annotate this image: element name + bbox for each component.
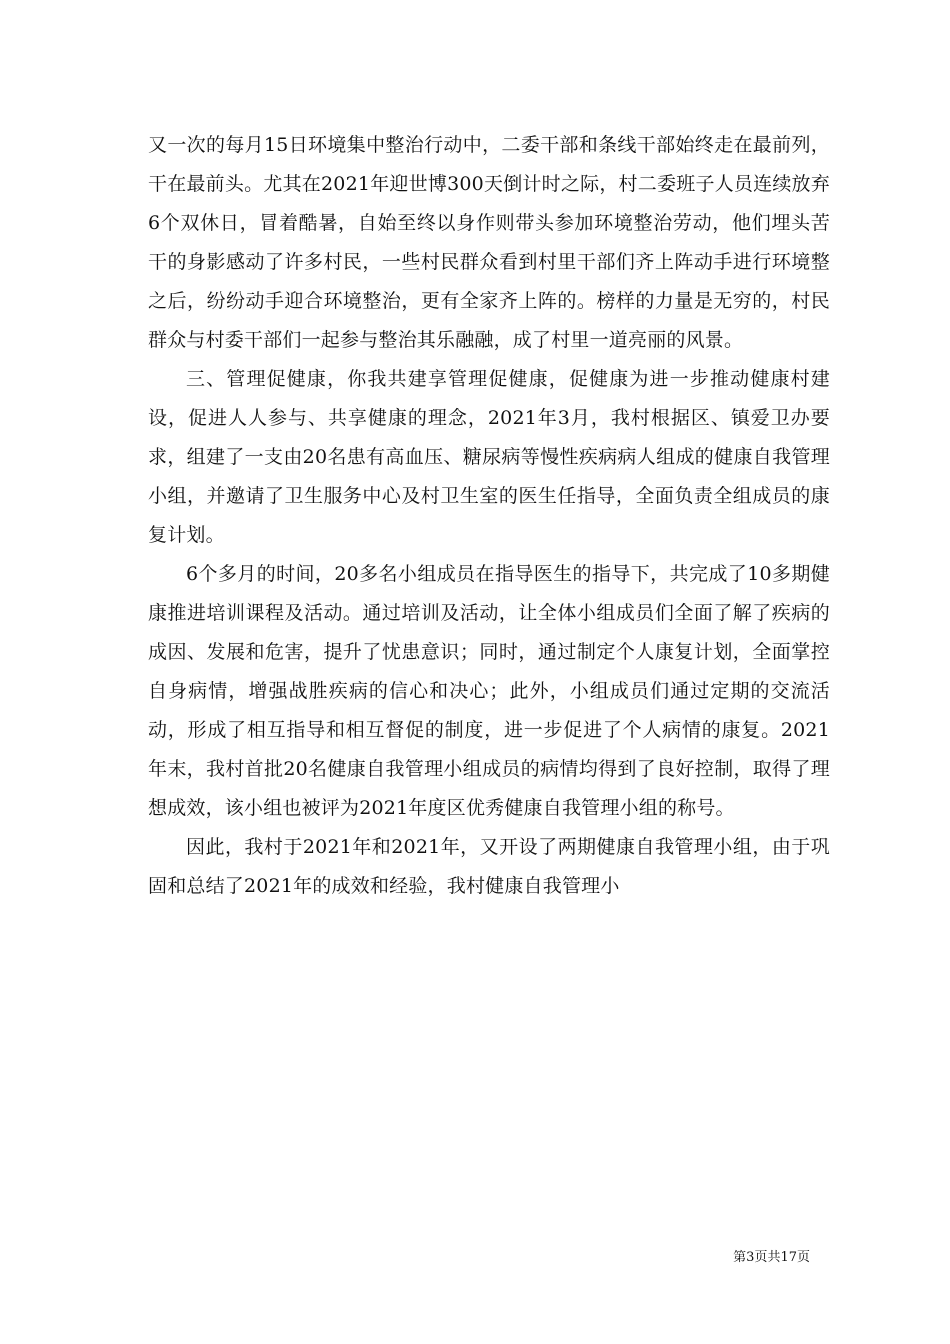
- paragraph-environment-rectification: 又一次的每月15日环境集中整治行动中，二委干部和条线干部始终走在最前列，干在最前头。尤其在2021年迎世博300天倒计时之际，村二委班子人员连续放弃6个双休日，冒着酷暑，自始至终以身作则带头参加环境整治劳动，他们埋头苦干的身影感动了许多村民，一些村民群众看到村里干部们齐上阵动手进行环境整之后，纷纷动手迎合环境整治，更有全家齐上阵的。榜样的力量是无穷的，村民群众与村委干部们一起参与整治其乐融融，成了村里一道亮丽的风景。: [148, 134, 830, 351]
- paragraph-new-groups: 因此，我村于2021年和2021年，又开设了两期健康自我管理小组，由于巩固和总结了2021年的成效和经验，我村健康自我管理小: [148, 836, 830, 897]
- document-body: [148, 126, 830, 906]
- page-number-footer: 第3页共17页: [733, 1250, 810, 1265]
- paragraph-health-management: 三、管理促健康，你我共建享管理促健康，促健康为进一步推动健康村建设，促进人人参与、共享健康的理念，2021年3月，我村根据区、镇爱卫办要求，组建了一支由20名患有高血压、糖尿病等慢性疾病病人组成的健康自我管理小组，并邀请了卫生服务中心及村卫生室的医生任指导，全面负责全组成员的康复计划。: [148, 368, 830, 546]
- paragraph-group-training: 6个多月的时间，20多名小组成员在指导医生的指导下，共完成了10多期健康推进培训课程及活动。通过培训及活动，让全体小组成员们全面了解了疾病的成因、发展和危害，提升了忧患意识；同时，通过制定个人康复计划，全面掌控自身病情，增强战胜疾病的信心和决心；此外，小组成员们通过定期的交流活动，形成了相互指导和相互督促的制度，进一步促进了个人病情的康复。2021年末，我村首批20名健康自我管理小组成员的病情均得到了良好控制，取得了理想成效，该小组也被评为2021年度区优秀健康自我管理小组的称号。: [148, 563, 830, 819]
